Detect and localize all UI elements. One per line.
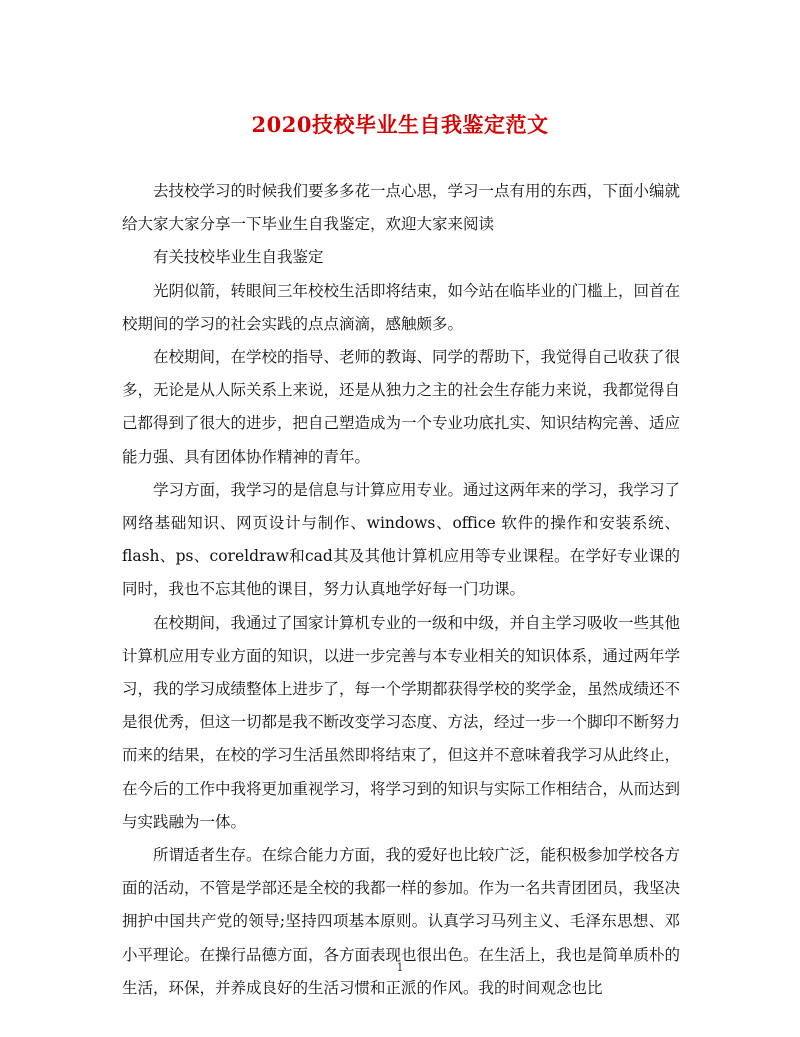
paragraph-5: 所谓适者生存。在综合能力方面，我的爱好也比较广泛，能积极参加学校各方面的活动，不管是学部还是全校的我都一样的参加。作为一名共青团团员，我坚决拥护中国共产党的领导;坚持四项基本原则。认真学习马列主义、毛泽东思想、邓小平理论。在操行品德方面，各方面表现也很出色。在生活上，我也是简单质朴的生活，环保，并养成良好的生活习惯和正派的作风。我的时间观念也比 (122, 846, 681, 997)
page-number: 1 (396, 961, 404, 974)
document-title: 2020技校毕业生自我鉴定范文 (251, 112, 549, 137)
document-body (122, 175, 680, 1005)
paragraph-1: 光阴似箭，转眼间三年校校生活即将结束，如今站在临毕业的门槛上，回首在校期间的学习的社会实践的点点滴滴，感触颇多。 (122, 281, 681, 333)
paragraph-4: 在校期间，我通过了国家计算机专业的一级和中级，并自主学习吸收一些其他计算机应用专业方面的知识，以进一步完善与本专业相关的知识体系，通过两年学习，我的学习成绩整体上进步了，每一个学期都获得学校的奖学金，虽然成绩还不是很优秀，但这一切都是我不断改变学习态度、方法，经过一步一个脚印不断努力而来的结果，在校的学习生活虽然即将结束了，但这并不意味着我学习从此终止，在今后的工作中我将更加重视学习，将学习到的知识与实际工作相结合，从而达到与实践融为一体。 (122, 613, 681, 831)
paragraph-intro: 去技校学习的时候我们要多多花一点心思，学习一点有用的东西，下面小编就给大家大家分享一下毕业生自我鉴定，欢迎大家来阅读 (122, 182, 681, 234)
paragraph-subheading: 有关技校毕业生自我鉴定 (153, 248, 324, 267)
paragraph-2: 在校期间，在学校的指导、老师的教诲、同学的帮助下，我觉得自己收获了很多，无论是从人际关系上来说，还是从独力之主的社会生存能力来说，我都觉得自己都得到了很大的进步，把自己塑造成为一个专业功底扎实、知识结构完善、适应能力强、具有团体协作精神的青年。 (122, 348, 681, 466)
paragraph-3: 学习方面，我学习的是信息与计算应用专业。通过这两年来的学习，我学习了网络基础知识、网页设计与制作、windows、office 软件的操作和安装系统、flash、ps、coreldraw和cad其及其他计算机应用等专业课程。在学好专业课的同时，我也不忘其他的课目，努力认真地学好每一门功课。 (122, 480, 681, 599)
